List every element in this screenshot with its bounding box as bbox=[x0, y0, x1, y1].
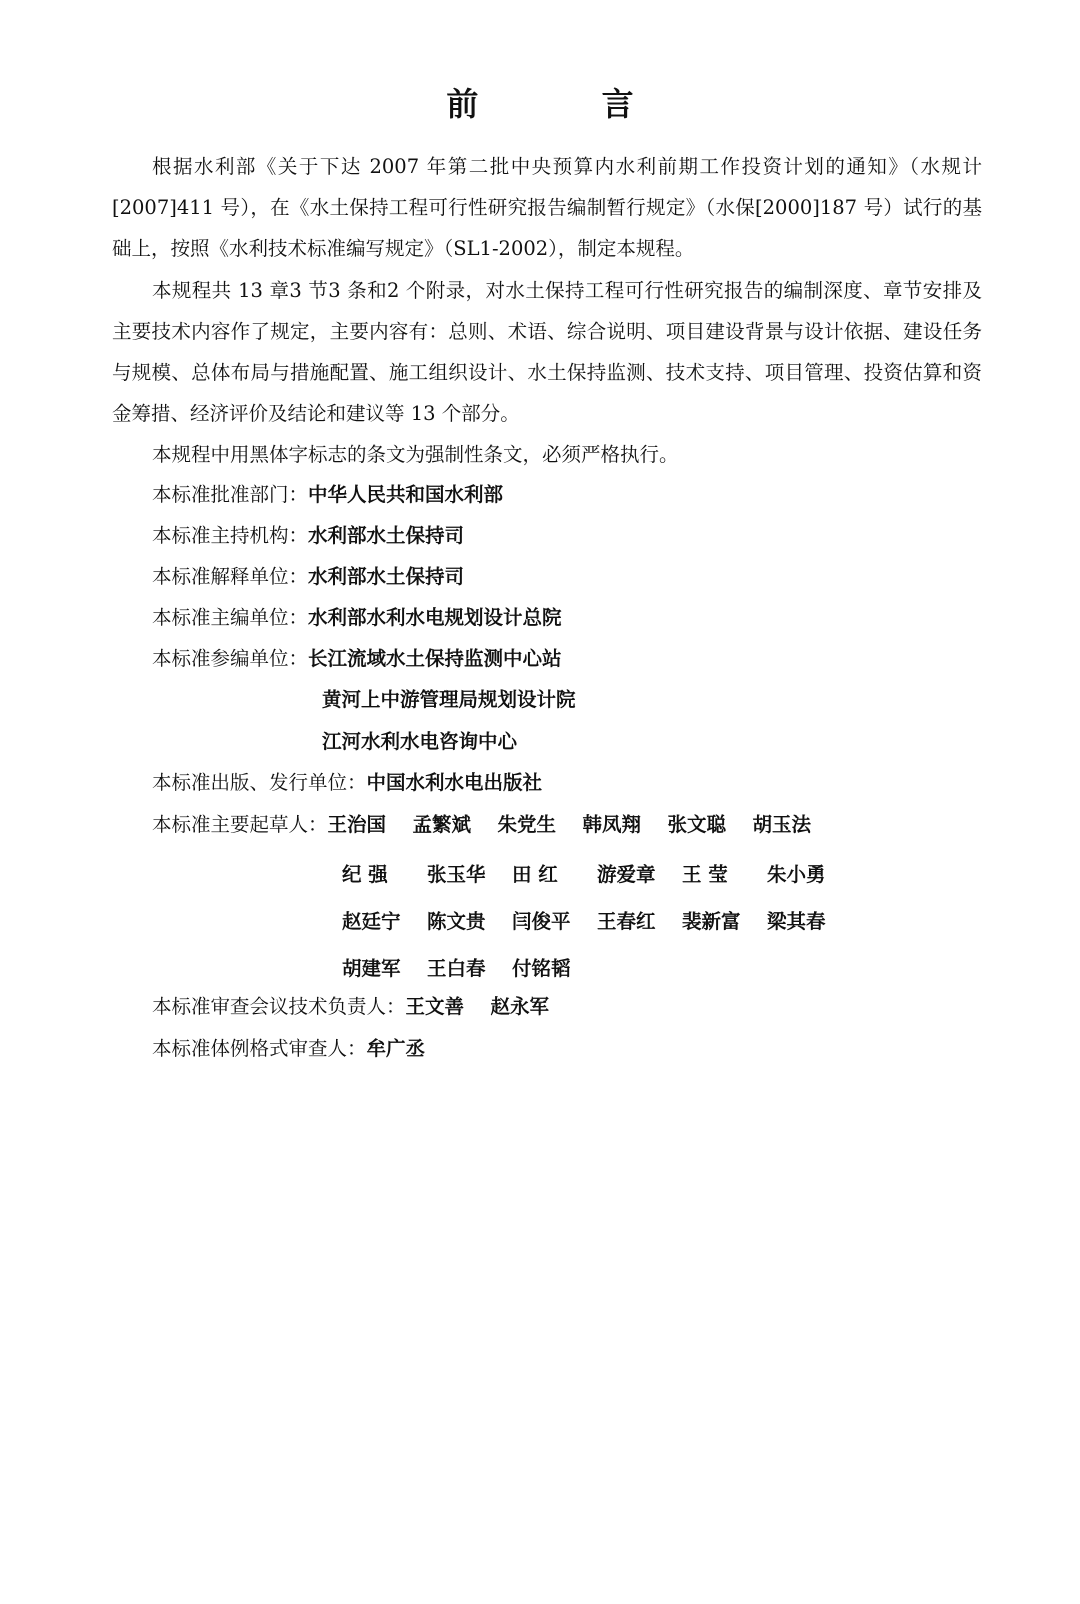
drafter-name: 王春红 bbox=[597, 910, 656, 933]
drafters-row-4 bbox=[342, 954, 597, 984]
format-label: 本标准体例格式审查人： bbox=[152, 1037, 367, 1060]
paragraph-contents: 本规程共 13 章3 节3 条和2 个附录，对水土保持工程可行性研究报告的编制深度、章节安排及主要技术内容作了规定，主要内容有：总则、术语、综合说明、项目建设背景与设计依据、建设任务与规模、总体布局与措施配置、施工组织设计、水土保持监测、技术支持、项目管理、投资估算和资金筹措、经济评价及结论和建议等 13 个部分。 bbox=[112, 279, 982, 425]
format-value: 牟广丞 bbox=[366, 1037, 426, 1060]
interpret-row bbox=[152, 562, 464, 592]
participating-value-3: 江河水利水电咨询中心 bbox=[322, 730, 518, 753]
drafter-name: 胡建军 bbox=[342, 957, 401, 980]
participating-row bbox=[152, 644, 562, 674]
drafter-name: 韩凤翔 bbox=[582, 813, 642, 836]
publisher-label: 本标准出版、发行单位： bbox=[152, 771, 367, 794]
participating-value-1: 长江流域水土保持监测中心站 bbox=[308, 647, 562, 670]
drafter-name: 张文聪 bbox=[667, 813, 727, 836]
host-row bbox=[152, 521, 464, 551]
publisher-value: 中国水利水电出版社 bbox=[366, 771, 543, 794]
reviewer-name: 赵永军 bbox=[490, 995, 550, 1018]
approval-label: 本标准批准部门： bbox=[152, 483, 309, 506]
drafter-name: 陈文贵 bbox=[427, 910, 486, 933]
publisher-row bbox=[152, 768, 542, 798]
drafter-name: 孟繁斌 bbox=[412, 813, 472, 836]
chief-label: 本标准主编单位： bbox=[152, 606, 309, 629]
review-row bbox=[152, 992, 576, 1022]
drafter-name: 闫俊平 bbox=[512, 910, 571, 933]
paragraph-mandatory: 本规程中用黑体字标志的条文为强制性条文，必须严格执行。 bbox=[152, 443, 679, 466]
host-value: 水利部水土保持司 bbox=[308, 524, 465, 547]
drafter-name: 朱小勇 bbox=[767, 863, 826, 886]
paragraph-basis: 根据水利部《关于下达 2007 年第二批中央预算内水利前期工作投资计划的通知》（水规计[2007]411 号），在《水土保持工程可行性研究报告编制暂行规定》（水保[2000]187 号）试行的基础上，按照《水利技术标准编写规定》（SL1-2002），制定本规程。 bbox=[112, 155, 982, 260]
drafter-name: 王白春 bbox=[427, 957, 486, 980]
drafters-row-3 bbox=[342, 907, 852, 937]
drafter-name: 梁其春 bbox=[767, 910, 826, 933]
drafter-name: 朱党生 bbox=[497, 813, 557, 836]
drafter-name: 胡玉法 bbox=[752, 813, 812, 836]
chief-row bbox=[152, 603, 562, 633]
participating-value-2: 黄河上中游管理局规划设计院 bbox=[322, 688, 576, 711]
drafter-name: 张玉华 bbox=[427, 863, 486, 886]
drafter-name: 赵廷宁 bbox=[342, 910, 401, 933]
drafter-name: 裴新富 bbox=[682, 910, 741, 933]
participating-label: 本标准参编单位： bbox=[152, 647, 309, 670]
approval-row bbox=[152, 480, 503, 510]
drafter-name: 付铭韬 bbox=[512, 957, 571, 980]
drafters-label: 本标准主要起草人： bbox=[152, 813, 328, 836]
drafter-name: 田 红 bbox=[512, 863, 558, 886]
interpret-label: 本标准解释单位： bbox=[152, 565, 309, 588]
drafters-row bbox=[152, 810, 838, 840]
drafter-name: 王治国 bbox=[327, 813, 387, 836]
page-title: 前 言 bbox=[446, 85, 690, 123]
interpret-value: 水利部水土保持司 bbox=[308, 565, 465, 588]
drafters-row-2 bbox=[342, 860, 852, 890]
host-label: 本标准主持机构： bbox=[152, 524, 309, 547]
drafter-name: 纪 强 bbox=[342, 863, 388, 886]
review-label: 本标准审查会议技术负责人： bbox=[152, 995, 406, 1018]
reviewer-name: 王文善 bbox=[405, 995, 465, 1018]
format-row bbox=[152, 1034, 425, 1064]
approval-value: 中华人民共和国水利部 bbox=[308, 483, 504, 506]
drafter-name: 游爱章 bbox=[597, 863, 656, 886]
drafter-name: 王 莹 bbox=[682, 863, 728, 886]
chief-value: 水利部水利水电规划设计总院 bbox=[308, 606, 562, 629]
